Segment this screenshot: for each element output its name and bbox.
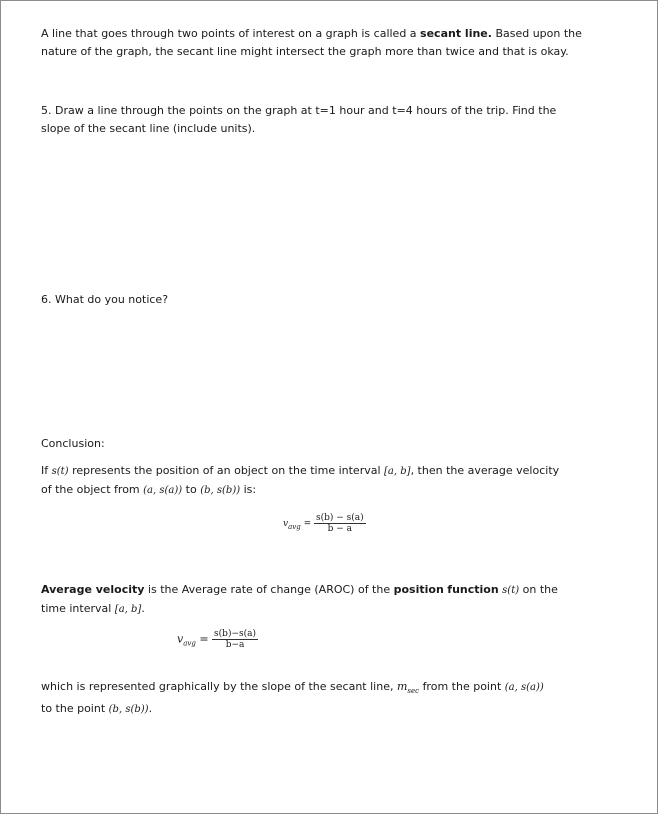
average-velocity-formula-small (283, 513, 366, 534)
formula1-fraction (314, 513, 366, 534)
position-function-math-2: s(t) (502, 585, 520, 596)
conclusion-text (41, 462, 641, 500)
formula1-equals: = (303, 519, 312, 529)
conclusion-heading: Conclusion: (41, 437, 105, 450)
formula1-subscript: avg (288, 522, 301, 531)
secant-definition-lead: A line that goes through two points of interest on a graph is called a (41, 27, 417, 40)
point-b-math: (b, s(b)) (200, 485, 241, 496)
secant-slope-interpretation (41, 678, 641, 719)
average-velocity-term: Average velocity (41, 583, 145, 596)
m-sec-math (396, 680, 420, 696)
formula2-denominator: b−a (225, 640, 245, 650)
position-term: position (393, 583, 444, 596)
question-5-line1: 5. Draw a line through the points on the graph at t=1 hour and t=4 hours of the trip. Find the (41, 104, 557, 117)
conclusion-to: to (185, 483, 197, 496)
interpretation-from-point: from the point (422, 680, 502, 693)
conclusion-represents: represents the position of an object on the time interval (72, 464, 381, 477)
interpretation-line1: which is represented graphically by the slope of the secant line, (41, 680, 394, 693)
interpretation-period: . (148, 702, 153, 716)
formula2-equals: = (199, 632, 209, 646)
conclusion-then: , then the average velocity (410, 464, 560, 477)
time-interval-math-2: [a, b] (114, 604, 142, 615)
interpretation-point-b: (b, s(b)) (108, 704, 149, 716)
function-term: function (447, 583, 499, 596)
conclusion-is: is: (243, 483, 257, 496)
time-interval-math: [a, b] (384, 466, 411, 477)
formula2-numerator: s(b)−s(a) (214, 629, 256, 639)
interpretation-to-point: to the point (41, 702, 106, 716)
formula1-denominator: b − a (327, 524, 353, 534)
question-5-line2: slope of the secant line (include units). (41, 122, 256, 135)
secant-definition-line2: nature of the graph, the secant line might intersect the graph more than twice and that is okay. (41, 45, 569, 58)
formula2-fraction (212, 629, 258, 650)
secant-line-term: secant line. (420, 27, 492, 40)
point-a-math: (a, s(a)) (143, 485, 183, 496)
average-velocity-period: . (141, 602, 145, 615)
average-velocity-formula (177, 629, 258, 650)
average-velocity-time-interval: time interval (41, 602, 112, 615)
question-6: 6. What do you notice? (41, 293, 169, 306)
interpretation-point-a: (a, s(a)) (504, 682, 544, 693)
formula1-numerator: s(b) − s(a) (316, 513, 364, 523)
average-velocity-definition (41, 581, 641, 619)
position-function-math: s(t) (51, 466, 69, 477)
m-symbol: m (396, 680, 408, 693)
question-5 (41, 102, 641, 138)
formula2-lhs: v (177, 632, 184, 646)
m-sec-subscript: sec (407, 687, 420, 696)
conclusion-if: If (41, 464, 49, 477)
formula2-subscript: avg (183, 639, 196, 648)
formula1-lhs: v (283, 519, 289, 529)
secant-definition (41, 25, 641, 61)
average-velocity-aroc: is the Average rate of change (AROC) of the (147, 583, 391, 596)
secant-definition-rest: Based upon the (495, 27, 582, 40)
average-velocity-on-the: on the (522, 583, 558, 596)
conclusion-of-object: of the object from (41, 483, 140, 496)
